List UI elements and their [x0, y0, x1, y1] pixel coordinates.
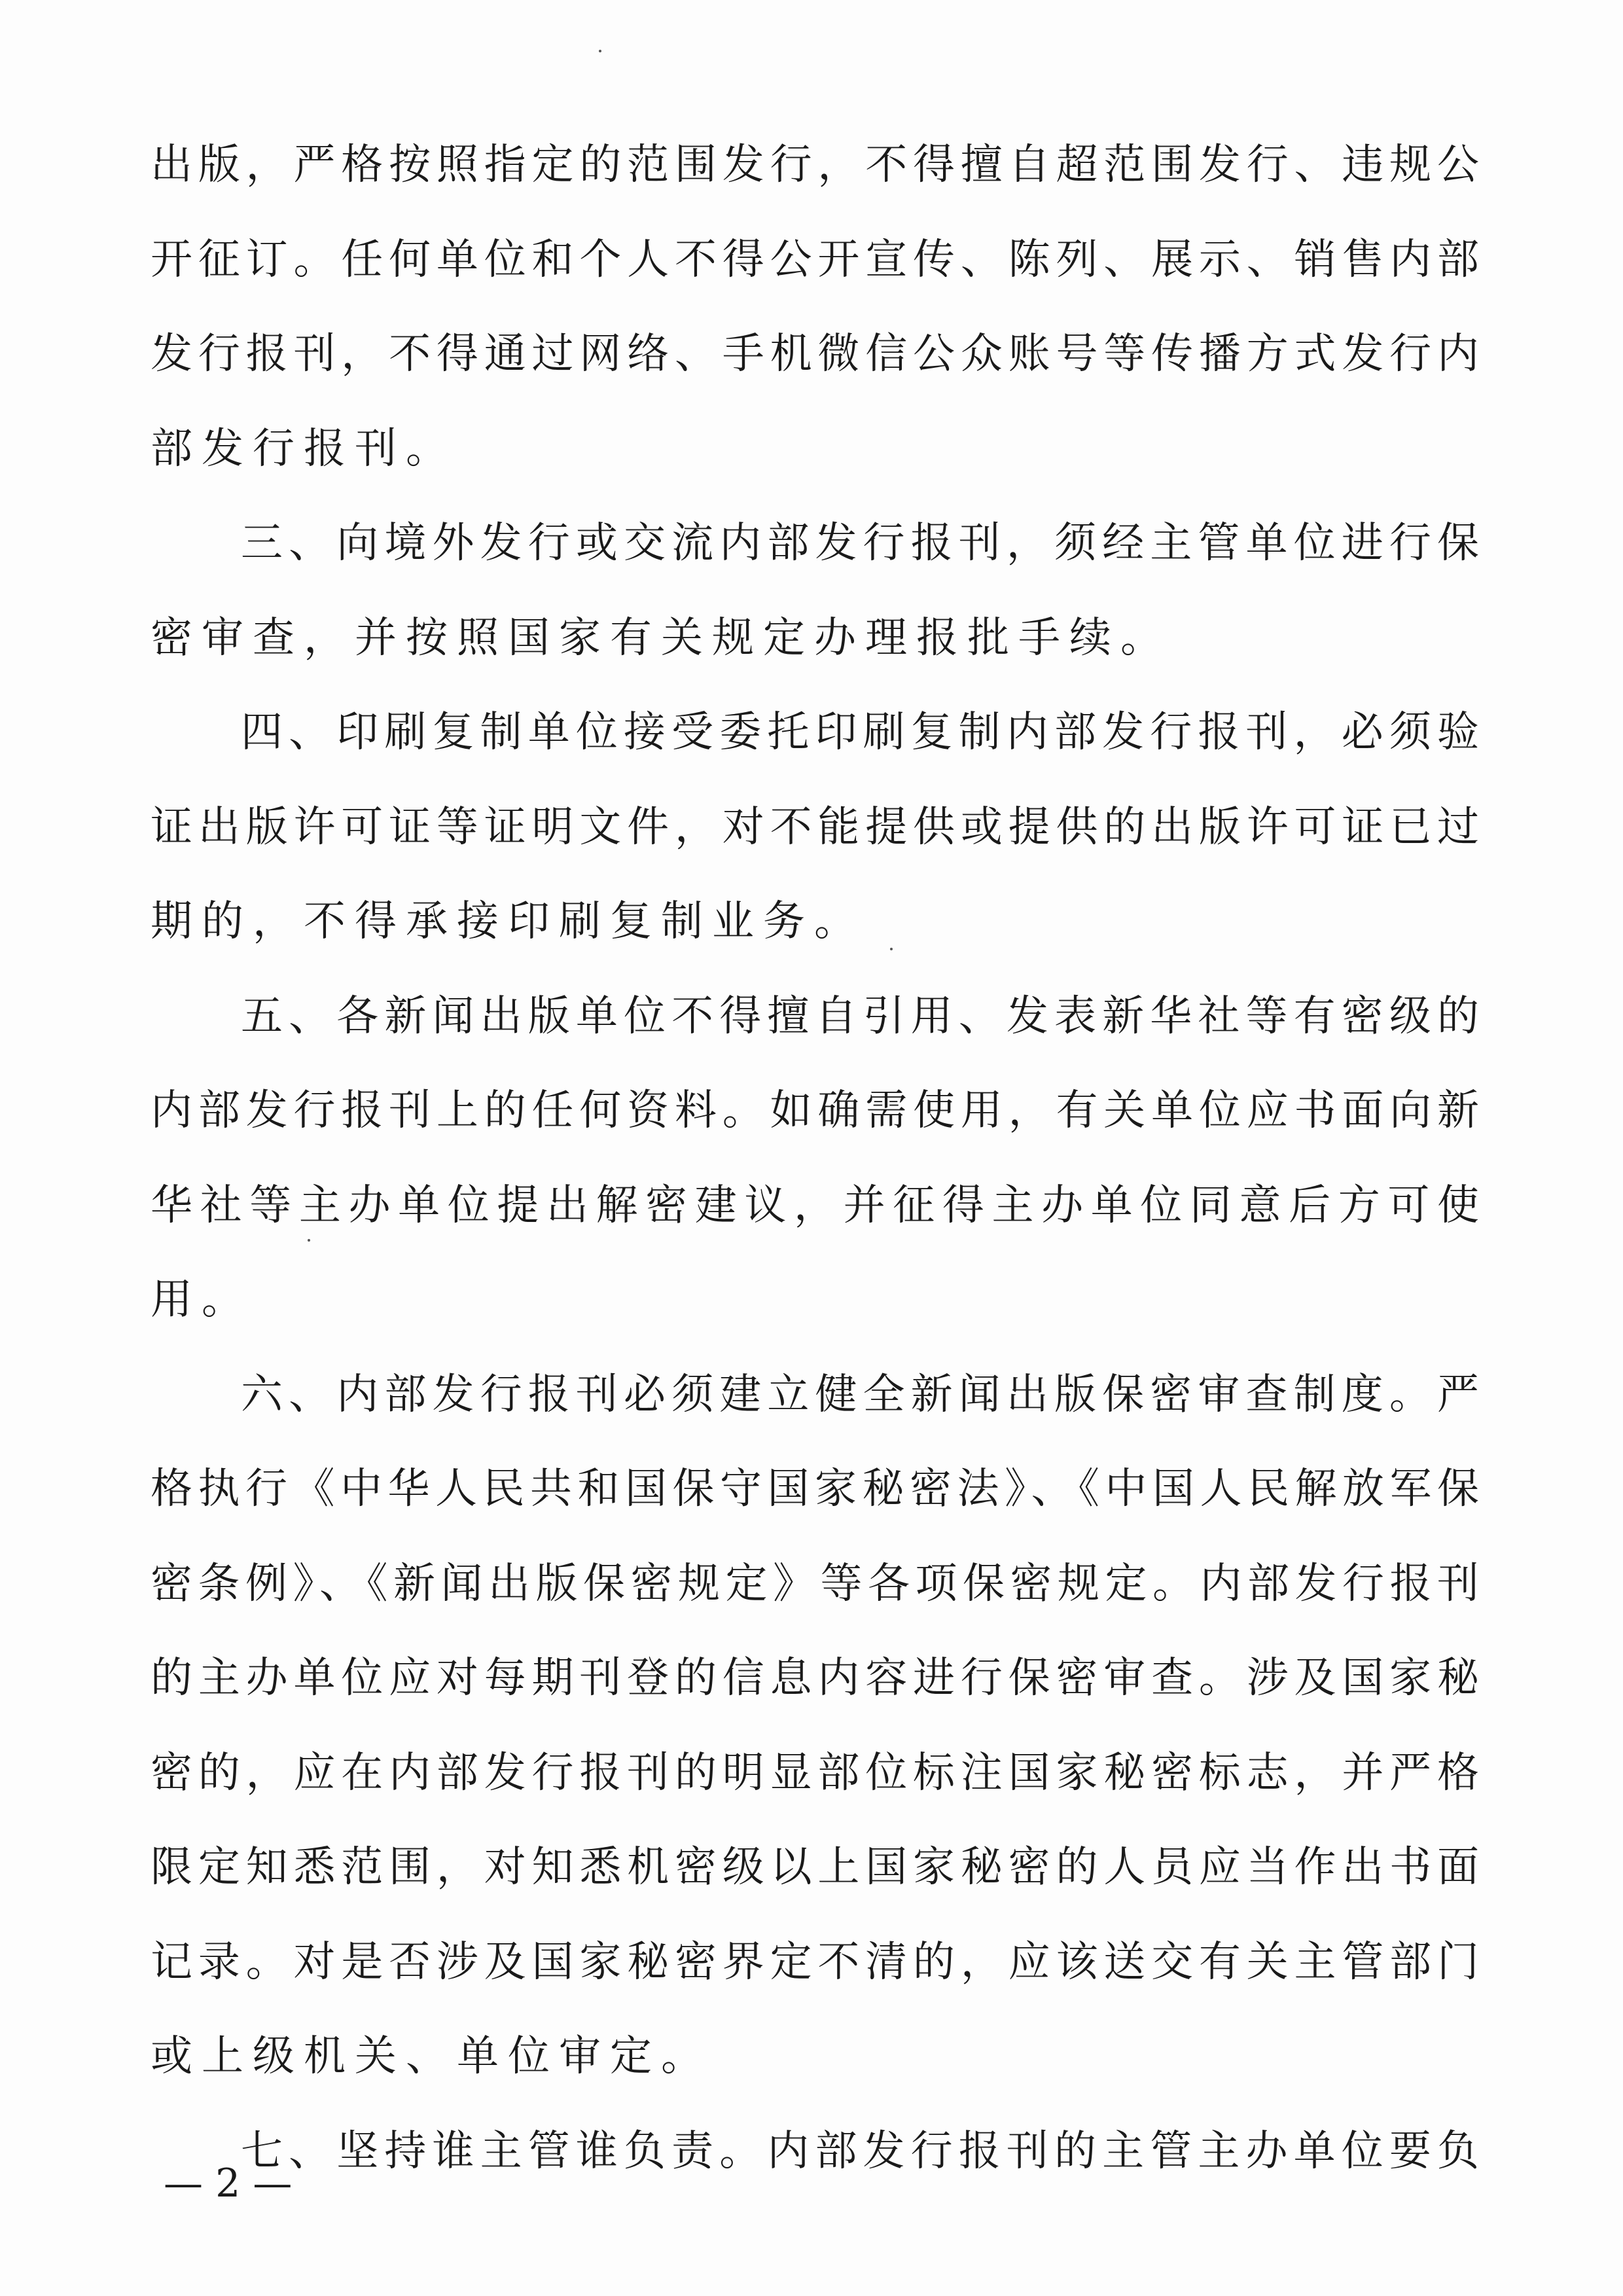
text-line: 五、各新闻出版单位不得擅自引用、发表新华社等有密级的	[241, 992, 1486, 1041]
scan-speck	[890, 948, 893, 950]
text-line: 发行报刊，不得通过网络、手机微信公众账号等传播方式发行内	[151, 330, 1485, 378]
text-line: 期的，不得承接印刷复制业务。	[151, 897, 865, 946]
text-line: 四、印刷复制单位接受委托印刷复制内部发行报刊，必须验	[241, 708, 1486, 757]
text-line: 六、内部发行报刊必须建立健全新闻出版保密审查制度。严	[241, 1370, 1486, 1419]
text-line: 证出版许可证等证明文件，对不能提供或提供的出版许可证已过	[151, 802, 1485, 852]
text-line: 记录。对是否涉及国家秘密界定不清的，应该送交有关主管部门	[151, 1937, 1485, 1986]
text-line: 出版，严格按照指定的范围发行，不得擅自超范围发行、违规公	[151, 141, 1485, 189]
text-line: 密条例》、《新闻出版保密规定》等各项保密规定。内部发行报刊	[151, 1559, 1485, 1608]
scan-speck	[599, 50, 601, 52]
text-line: 密审查，并按照国家有关规定办理报批手续。	[151, 613, 1171, 662]
text-line: 限定知悉范围，对知悉机密级以上国家秘密的人员应当作出书面	[151, 1843, 1485, 1892]
text-line: 用。	[151, 1276, 253, 1324]
text-line: 七、坚持谁主管谁负责。内部发行报刊的主管主办单位要负	[241, 2126, 1486, 2176]
text-line: 开征订。任何单位和个人不得公开宣传、陈列、展示、销售内部	[151, 235, 1485, 284]
text-line: 内部发行报刊上的任何资料。如确需使用，有关单位应书面向新	[151, 1086, 1485, 1135]
text-line: 三、向境外发行或交流内部发行报刊，须经主管单位进行保	[241, 519, 1486, 567]
page-number: — 2 —	[164, 2161, 293, 2206]
text-line: 华社等主办单位提出解密建议，并征得主办单位同意后方可使	[151, 1181, 1487, 1230]
scan-speck	[308, 1239, 310, 1242]
text-line: 或上级机关、单位审定。	[151, 2032, 712, 2081]
text-line: 部发行报刊。	[151, 424, 457, 473]
text-line: 密的，应在内部发行报刊的明显部位标注国家秘密标志，并严格	[151, 1748, 1485, 1797]
text-line: 格执行《中华人民共和国保守国家秘密法》、《中国人民解放军保	[151, 1465, 1485, 1513]
text-line: 的主办单位应对每期刊登的信息内容进行保密审查。涉及国家秘	[151, 1654, 1485, 1702]
